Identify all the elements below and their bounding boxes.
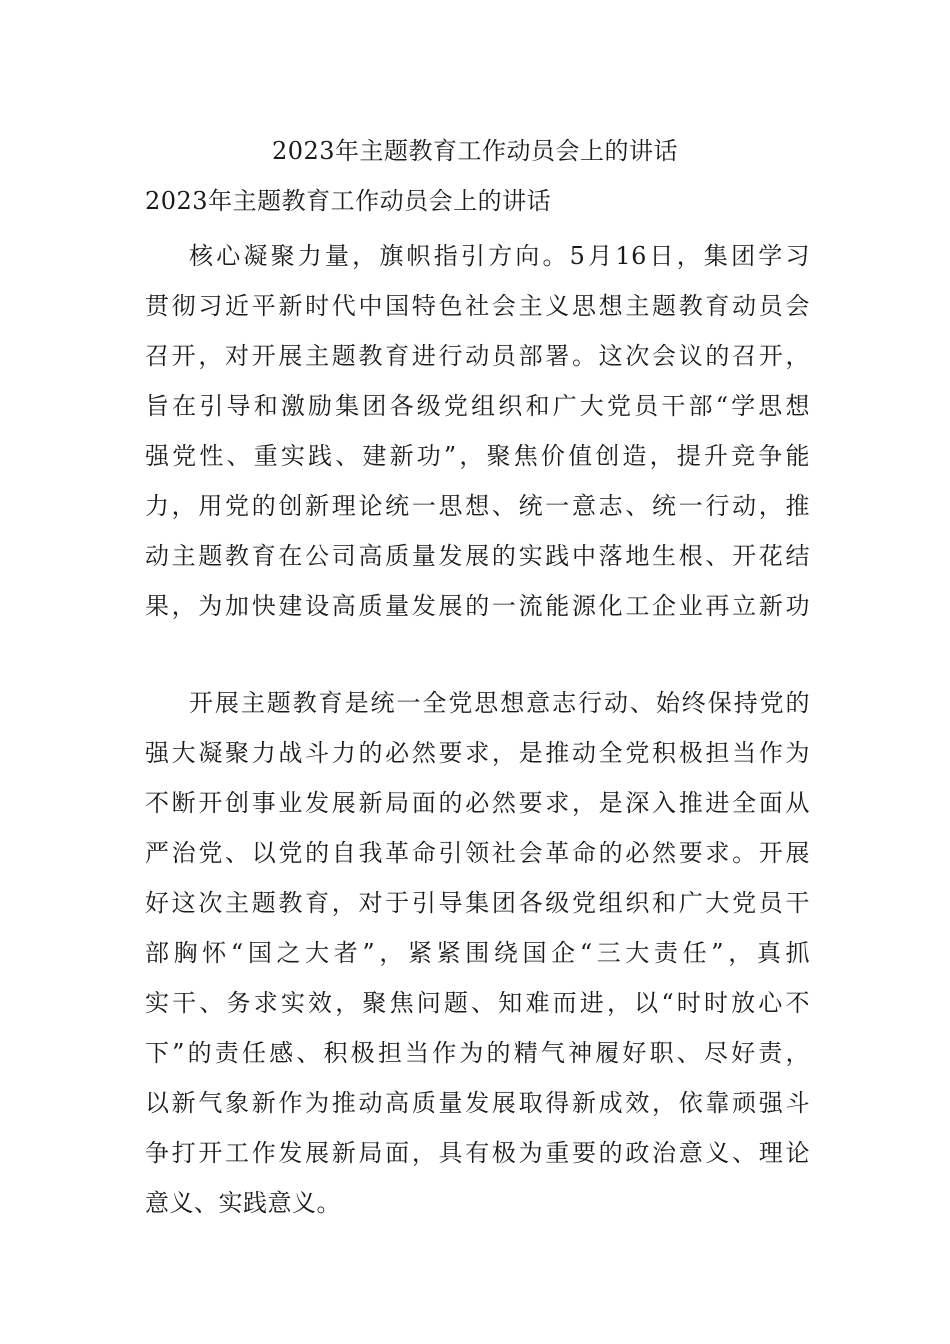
paragraph-line: 核心凝聚力量，旗帜指引方向。5月16日，集团学习 [189,242,810,270]
paragraph-line: 旨在引导和激励集团各级党组织和广大党员干部“学思想 [145,392,810,420]
paragraph-line: 召开，对开展主题教育进行动员部署。这次会议的召开， [145,342,810,370]
paragraph-line: 果，为加快建设高质量发展的一流能源化工企业再立新功 [145,592,810,620]
paragraph-line: 意义、实践意义。 [145,1189,341,1217]
paragraph-line: 以新气象新作为推动高质量发展取得新成效，依靠顽强斗 [145,1089,810,1117]
paragraph-line: 贯彻习近平新时代中国特色社会主义思想主题教育动员会 [145,292,810,320]
paragraph-line: 好这次主题教育，对于引导集团各级党组织和广大党员干 [145,889,810,917]
paragraph-1 [145,231,810,631]
paragraph-line: 开展主题教育是统一全党思想意志行动、始终保持党的 [189,689,810,717]
paragraph-line: 下”的责任感、积极担当作为的精气神履好职、尽好责， [145,1039,810,1067]
document-title: 2023年主题教育工作动员会上的讲话 [271,137,679,165]
paragraph-line: 动主题教育在公司高质量发展的实践中落地生根、开花结 [145,542,810,570]
paragraph-line: 部胸怀“国之大者”，紧紧围绕国企“三大责任”，真抓 [145,939,810,967]
paragraph-line: 严治党、以党的自我革命引领社会革命的必然要求。开展 [145,839,810,867]
paragraph-line: 力，用党的创新理论统一思想、统一意志、统一行动，推 [145,492,810,520]
paragraph-2 [145,678,810,1228]
paragraph-line: 强党性、重实践、建新功”，聚焦价值创造，提升竞争能 [145,442,810,470]
document-subtitle: 2023年主题教育工作动员会上的讲话 [145,187,552,215]
paragraph-line: 不断开创事业发展新局面的必然要求，是深入推进全面从 [145,789,810,817]
paragraph-line: 争打开工作发展新局面，具有极为重要的政治意义、理论 [145,1139,810,1167]
paragraph-line: 强大凝聚力战斗力的必然要求，是推动全党积极担当作为 [145,739,810,767]
paragraph-line: 实干、务求实效，聚焦问题、知难而进，以“时时放心不 [145,989,810,1017]
